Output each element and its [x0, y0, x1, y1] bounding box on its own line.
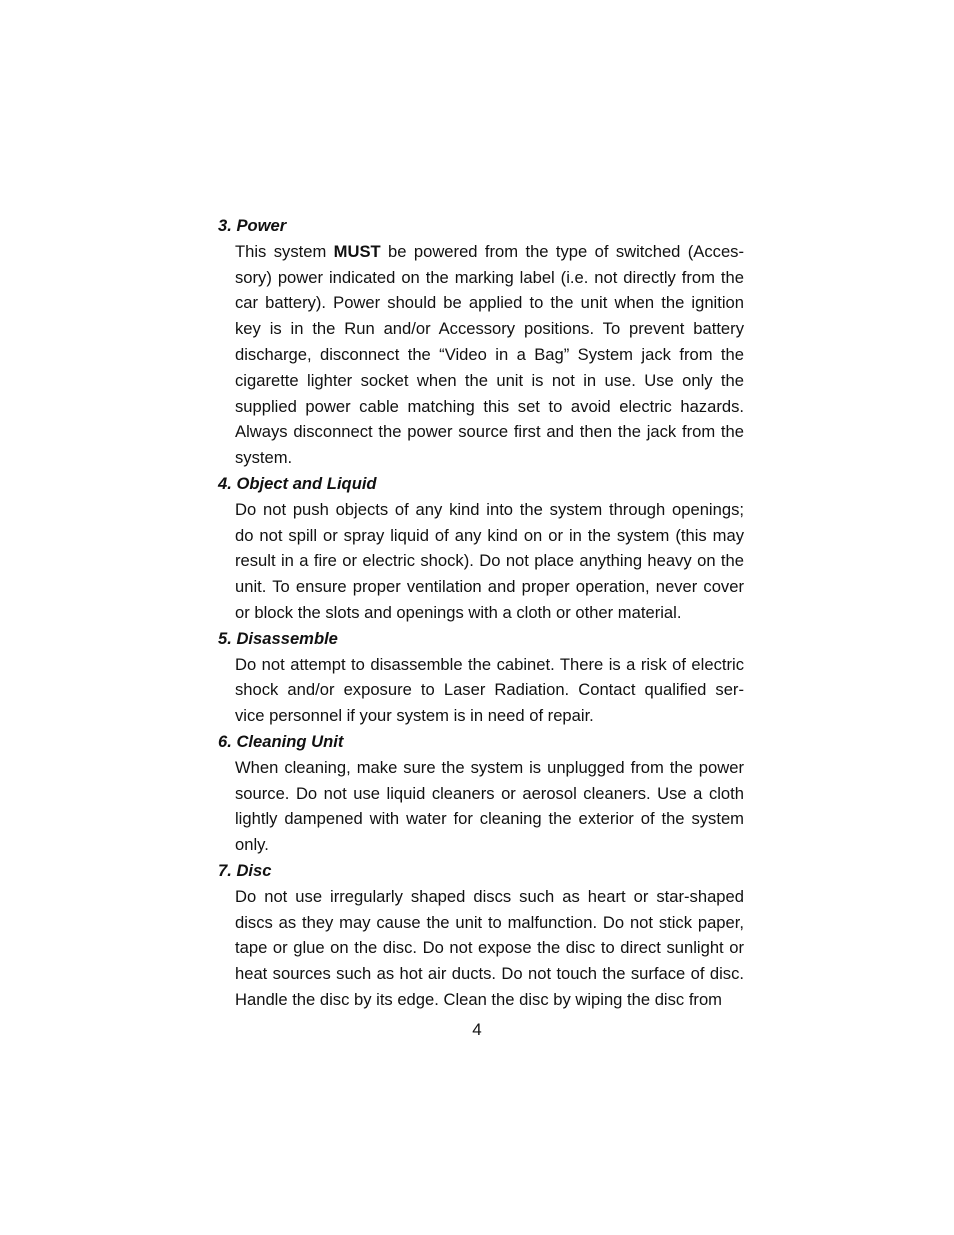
document-body: [218, 213, 744, 1013]
text-line: shock and/or exposure to Laser Radiation. Contact qualified ser-: [235, 680, 744, 700]
text-line: lightly dampened with water for cleaning the exterior of the system: [235, 809, 744, 829]
text-line: tape or glue on the disc. Do not expose the disc to direct sunlight or: [235, 938, 744, 958]
page-number: 4: [472, 1020, 482, 1039]
text-fragment: be powered from the type of switched (Acces-: [380, 241, 745, 261]
text-line: result in a fire or electric shock). Do not place anything heavy on the: [235, 551, 744, 571]
text-line: Do not attempt to disassemble the cabinet. There is a risk of electric: [235, 654, 744, 674]
text-line: Do not use irregularly shaped discs such as heart or star-shaped: [235, 886, 744, 906]
text-line: When cleaning, make sure the system is unplugged from the power: [235, 757, 744, 777]
text-line: heat sources such as hot air ducts. Do not touch the surface of disc.: [235, 964, 744, 984]
text-line: supplied power cable matching this set to avoid electric hazards.: [235, 396, 744, 416]
section-heading-object-liquid: 4. Object and Liquid: [218, 473, 377, 493]
text-line: vice personnel if your system is in need of repair.: [235, 706, 594, 726]
text-line: car battery). Power should be applied to the unit when the ignition: [235, 293, 744, 313]
text-line: do not spill or spray liquid of any kind on or in the system (this may: [235, 525, 744, 545]
text-line: discharge, disconnect the “Video in a Bag” System jack from the: [235, 344, 744, 364]
text-line: key is in the Run and/or Accessory positions. To prevent battery: [235, 319, 744, 339]
text-line: Handle the disc by its edge. Clean the disc by wiping the disc from: [235, 989, 723, 1009]
text-line: cigarette lighter socket when the unit is not in use. Use only the: [235, 370, 744, 390]
section-heading-power: 3. Power: [218, 216, 287, 235]
text-line: source. Do not use liquid cleaners or aerosol cleaners. Use a cloth: [235, 783, 744, 803]
section-heading-disassemble: 5. Disassemble: [218, 628, 338, 648]
text-line: discs as they may cause the unit to malfunction. Do not stick paper,: [235, 912, 744, 932]
must-emphasis: MUST: [333, 241, 381, 261]
section-heading-cleaning-unit: 6. Cleaning Unit: [218, 731, 344, 751]
text-line: only.: [235, 835, 269, 855]
text-line: Do not push objects of any kind into the system through openings;: [235, 499, 744, 519]
section-body-disassemble: [235, 652, 744, 729]
text-line: or block the slots and openings with a cloth or other material.: [235, 602, 682, 622]
section-heading-disc: 7. Disc: [218, 860, 272, 880]
text-line: [235, 239, 744, 265]
section-body-object-liquid: [235, 497, 744, 626]
section-body-power: [235, 239, 744, 471]
text-fragment: This system: [235, 241, 334, 261]
section-body-cleaning-unit: [235, 755, 744, 858]
text-line: system.: [235, 448, 293, 468]
text-line: unit. To ensure proper ventilation and proper operation, never cover: [235, 577, 744, 597]
text-line: sory) power indicated on the marking label (i.e. not directly from the: [235, 267, 744, 287]
text-line: Always disconnect the power source first and then the jack from the: [235, 422, 744, 442]
section-body-disc: [235, 884, 744, 1013]
